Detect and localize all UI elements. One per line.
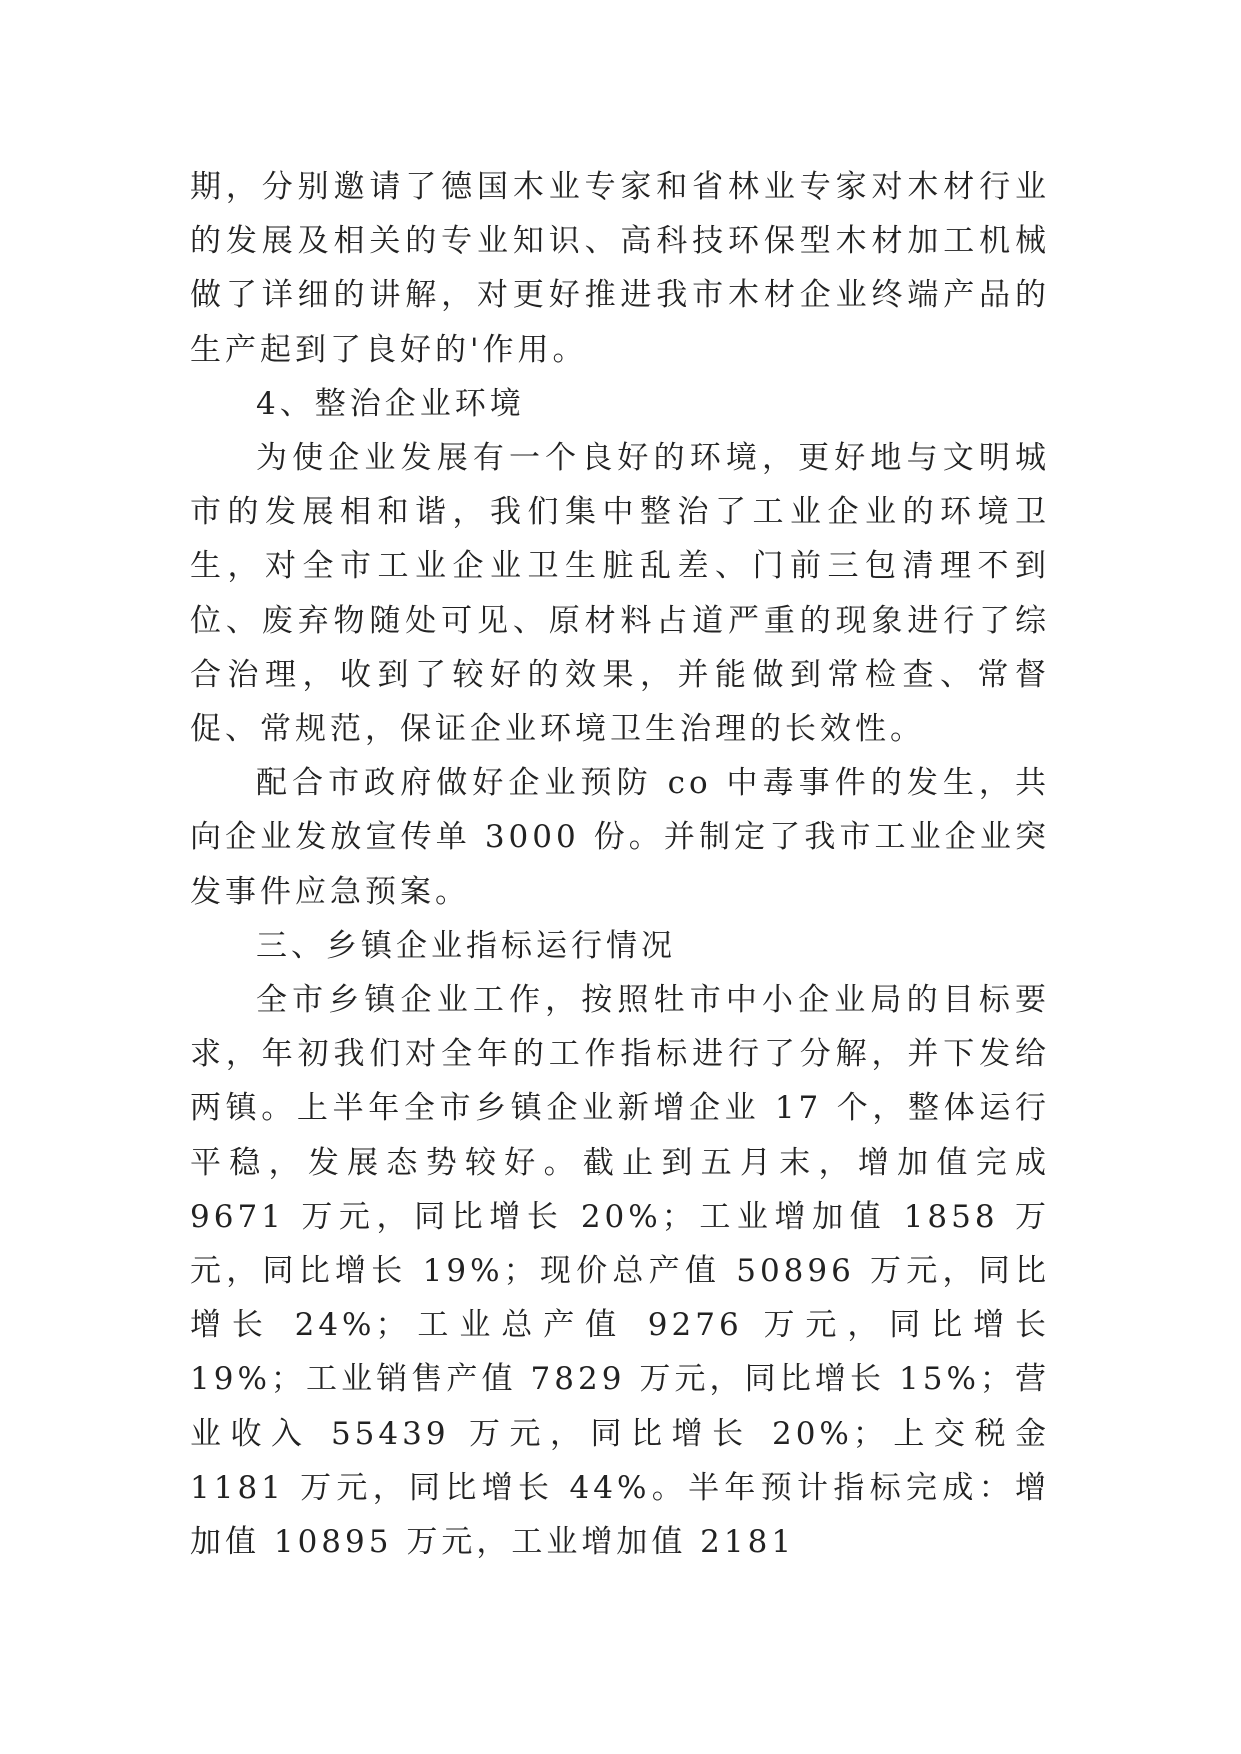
heading-environment-rectification: 4、整治企业环境 bbox=[256, 385, 525, 422]
document-page bbox=[190, 160, 1050, 1569]
paragraph-environment-rectification: 为使企业发展有一个良好的环境，更好地与文明城市的发展相和谐，我们集中整治了工业企业的环境卫生，对全市工业企业卫生脏乱差、门前三包清理不到位、废弃物随处可见、原材料占道严重的现象进行了综合治理，收到了较好的效果，并能做到常检查、常督促、常规范，保证企业环境卫生治理的长效性。 bbox=[190, 440, 1050, 748]
paragraph-township-indicators: 全市乡镇企业工作，按照牡市中小企业局的目标要求，年初我们对全年的工作指标进行了分解，并下发给两镇。上半年全市乡镇企业新增企业 17 个，整体运行平稳，发展态势较好。截止到五月末，增加值完成 9671 万元，同比增长 20%；工业增加值 1858 万元，同比增长 19%；现价总产值 50896 万元，同比增长 24%；工业总产值 9276 万元，同比增长 19%；工业销售产值 7829 万元，同比增长 15%；营业收入 55439 万元，同比增长 20%；上交税金 1181 万元，同比增长 44%。半年预计指标完成：增加值 10895 万元，工业增加值 2181 bbox=[190, 982, 1050, 1561]
heading-township-indicators: 三、乡镇企业指标运行情况 bbox=[256, 927, 676, 964]
paragraph-lecture-effect: 期，分别邀请了德国木业专家和省林业专家对木材行业的发展及相关的专业知识、高科技环保型木材加工机械做了详细的讲解，对更好推进我市木材企业终端产品的生产起到了良好的'作用。 bbox=[190, 169, 1050, 368]
paragraph-co-poisoning-prevention: 配合市政府做好企业预防 co 中毒事件的发生，共向企业发放宣传单 3000 份。并制定了我市工业企业突发事件应急预案。 bbox=[190, 765, 1050, 910]
